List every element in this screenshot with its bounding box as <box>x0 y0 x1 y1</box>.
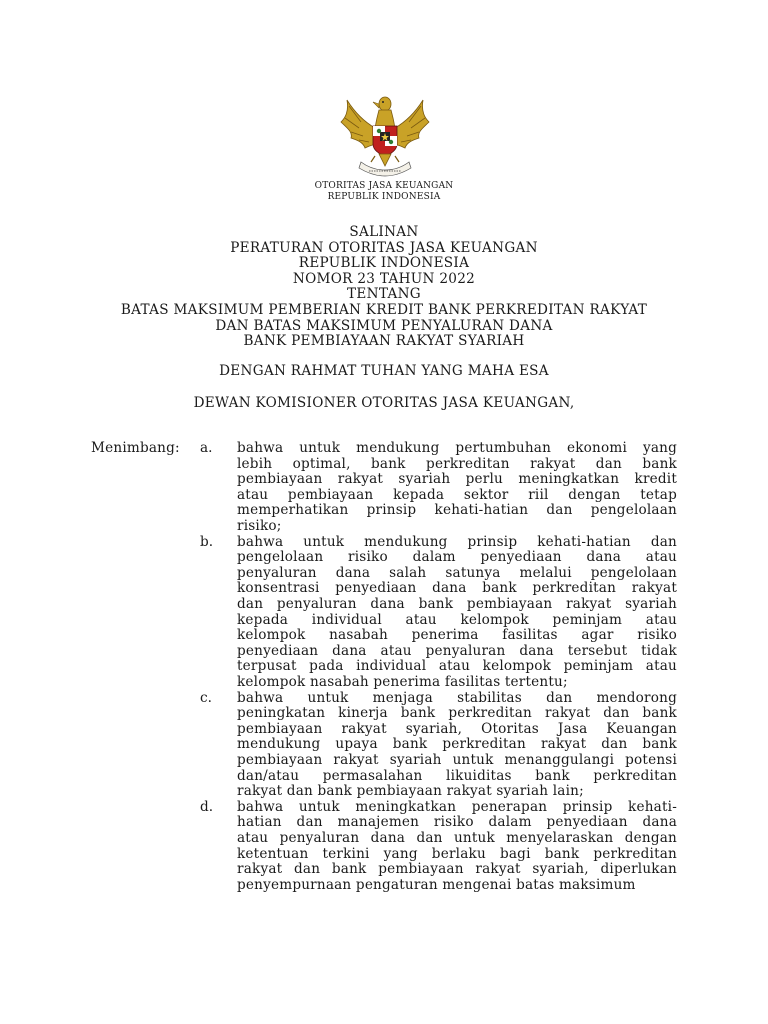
item-text-line: peningkatan kinerja bank perkreditan rakyat dan bank <box>237 706 677 722</box>
item-marker: b. <box>200 533 214 550</box>
item-text-line: konsentrasi penyediaan dana bank perkreditan rakyat <box>237 581 677 597</box>
item-text-line: risiko; <box>237 518 282 534</box>
title-line-salinan: SALINAN <box>349 224 419 240</box>
institution-name: OTORITAS JASA KEUANGAN <box>314 181 454 191</box>
item-text-line: ketentuan terkini yang berlaku bagi bank perkreditan <box>237 846 677 862</box>
regulation-title <box>0 225 768 350</box>
item-text-line: pembiayaan rakyat syariah, Otoritas Jasa Keuangan <box>237 721 677 737</box>
item-text-line: bahwa untuk mendukung prinsip kehati-hatian dan <box>237 534 677 550</box>
item-text-line: atau penyaluran dana dan untuk menyelaraskan dengan <box>237 830 677 846</box>
item-text-line: kelompok nasabah penerima fasilitas agar risiko <box>237 628 677 644</box>
item-text-line: lebih optimal, bank perkreditan rakyat dan bank <box>237 456 677 472</box>
menimbang-label: Menimbang: <box>91 440 180 456</box>
item-text-line: bahwa untuk menjaga stabilitas dan mendorong <box>237 690 677 706</box>
item-text-line: dan penyaluran dana bank pembiayaan rakyat syariah <box>237 596 677 612</box>
title-line-subject-1: BATAS MAKSIMUM PEMBERIAN KREDIT BANK PERKREDITAN RAKYAT <box>120 301 648 318</box>
item-text <box>237 441 677 535</box>
item-text-line: memperhatikan prinsip kehati-hatian dan pengelolaan <box>237 503 677 519</box>
item-marker: d. <box>200 798 214 815</box>
item-text-line: pengelolaan risiko dalam penyediaan dana atau <box>237 550 677 566</box>
item-text-line: bahwa untuk mendukung pertumbuhan ekonomi yang <box>237 441 677 456</box>
item-text-line: pembiayaan rakyat syariah perlu meningkatkan kredit <box>237 472 677 488</box>
title-line-subject-3: BANK PEMBIAYAAN RAKYAT SYARIAH <box>243 333 525 350</box>
board-of-commissioners: DEWAN KOMISIONER OTORITAS JASA KEUANGAN, <box>193 395 575 411</box>
title-line-about: TENTANG <box>347 286 421 303</box>
title-line-subject-2: DAN BATAS MAKSIMUM PENYALURAN DANA <box>215 317 553 334</box>
item-text-line: dan/atau permasalahan likuiditas bank perkreditan <box>237 768 677 784</box>
item-text-line: pembiayaan rakyat syariah untuk menanggulangi potensi <box>237 752 677 768</box>
item-marker: a. <box>200 440 213 456</box>
item-marker: c. <box>200 689 212 706</box>
item-text-line: penyediaan dana atau penyaluran dana tersebut tidak <box>237 643 677 659</box>
item-text-line: kelompok nasabah penerima fasilitas tertentu; <box>237 674 568 690</box>
title-line-country: REPUBLIK INDONESIA <box>298 255 470 272</box>
item-text-line: penyempurnaan pengaturan mengenai batas maksimum <box>237 877 636 893</box>
title-line-number: NOMOR 23 TAHUN 2022 <box>292 270 476 287</box>
item-text <box>237 691 677 800</box>
item-text-line: terpusat pada individual atau kelompok peminjam atau <box>237 659 677 675</box>
garuda-pancasila-emblem-icon <box>339 92 431 178</box>
item-text-line: bahwa untuk meningkatkan penerapan prinsip kehati- <box>237 799 677 815</box>
item-text-line: penyaluran dana salah satunya melalui pengelolaan <box>237 565 677 581</box>
item-text-line: atau pembiayaan kepada sektor riil dengan tetap <box>237 487 677 503</box>
item-text <box>237 800 677 894</box>
item-text-line: rakyat dan bank pembiayaan rakyat syariah lain; <box>237 784 584 800</box>
opening-phrase: DENGAN RAHMAT TUHAN YANG MAHA ESA <box>219 363 549 379</box>
item-text-line: rakyat dan bank pembiayaan rakyat syariah, diperlukan <box>237 862 677 878</box>
item-text-line: kepada individual atau kelompok peminjam atau <box>237 612 677 628</box>
item-text-line: mendukung upaya bank perkreditan rakyat dan bank <box>237 737 677 753</box>
item-text <box>237 535 677 691</box>
item-text-line: hatian dan manajemen risiko dalam penyediaan dana <box>237 815 677 831</box>
title-line-regulation: PERATURAN OTORITAS JASA KEUANGAN <box>230 239 538 256</box>
institution-country: REPUBLIK INDONESIA <box>327 192 441 202</box>
